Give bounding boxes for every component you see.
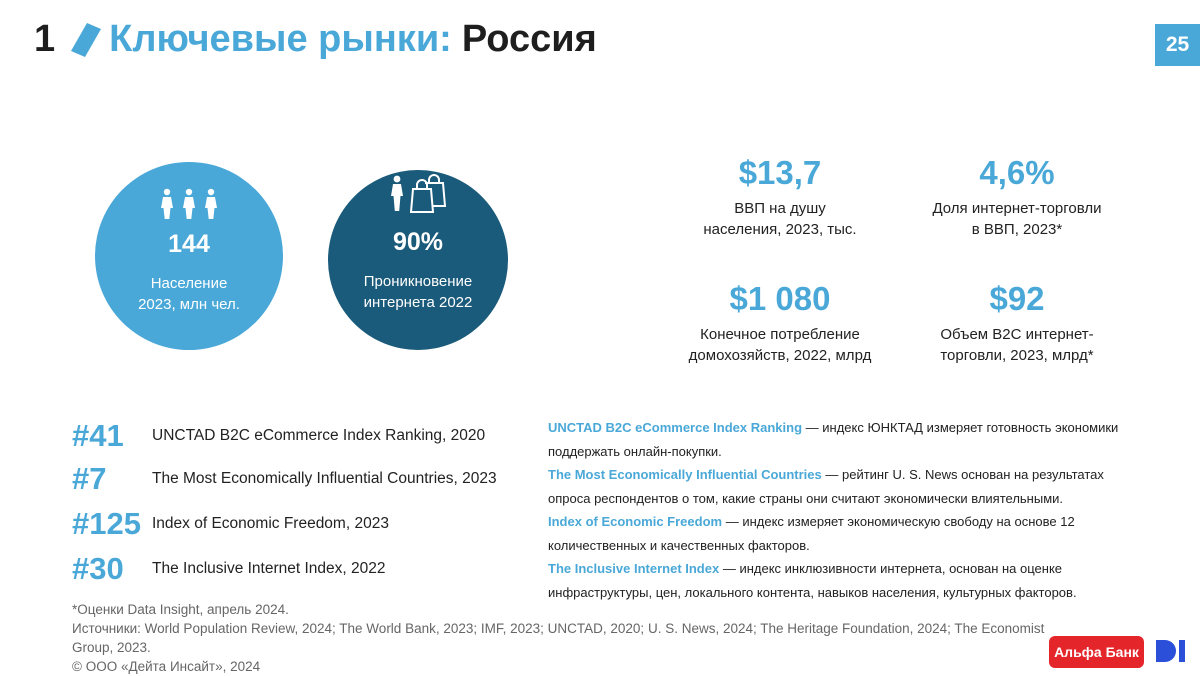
ranking-text: Index of Economic Freedom, 2023 bbox=[152, 515, 389, 532]
stat-description bbox=[670, 324, 890, 366]
population-label-line1: Население bbox=[150, 275, 228, 292]
definition-item bbox=[548, 557, 1138, 604]
stat-household-consumption bbox=[670, 280, 890, 366]
person-shopping-icon bbox=[387, 180, 449, 214]
footnote: *Оценки Data Insight, апрель 2024. bbox=[72, 602, 289, 617]
internet-penetration-circle bbox=[328, 170, 508, 350]
definition-term: Index of Economic Freedom bbox=[548, 514, 723, 529]
section-number: 1 bbox=[34, 18, 56, 60]
internet-penetration-value: 90% bbox=[392, 228, 444, 256]
stat-value: 4,6% bbox=[979, 154, 1055, 191]
ranking-text: UNCTAD B2C eCommerce Index Ranking, 2020 bbox=[152, 427, 486, 444]
stat-value: $92 bbox=[989, 280, 1045, 317]
ranking-influential bbox=[72, 461, 497, 497]
ranking-number: #30 bbox=[72, 551, 124, 586]
footer-notes bbox=[72, 600, 1052, 676]
stat-desc-line2: в ВВП, 2023* bbox=[971, 221, 1063, 238]
definition-item bbox=[548, 510, 1138, 557]
copyright: © ООО «Дейта Инсайт», 2024 bbox=[72, 659, 261, 674]
stat-desc-line2: населения, 2023, тыс. bbox=[703, 221, 857, 238]
population-value: 144 bbox=[168, 230, 210, 258]
stat-value: $1 080 bbox=[729, 280, 831, 317]
page-title bbox=[34, 18, 597, 61]
stat-description bbox=[907, 324, 1127, 366]
stat-value: $13,7 bbox=[738, 154, 822, 191]
ranking-text: The Most Economically Influential Countries, 2023 bbox=[152, 470, 497, 487]
stat-desc-line2: домохозяйств, 2022, млрд bbox=[688, 347, 872, 364]
definition-text: — индекс измеряет экономическую свободу на основе 12 количественных и качественных факторов. bbox=[548, 514, 1075, 553]
title-market: Ключевые рынки: bbox=[109, 18, 452, 60]
stat-description bbox=[907, 198, 1127, 240]
index-definitions bbox=[548, 416, 1138, 604]
stat-desc-line1: ВВП на душу bbox=[734, 200, 826, 217]
data-insight-logo-icon bbox=[1154, 638, 1188, 664]
internet-penetration-label-line1: Проникновение bbox=[363, 273, 473, 290]
people-icon bbox=[158, 186, 220, 220]
internet-penetration-label-line2: интернета 2022 bbox=[363, 294, 473, 311]
stat-b2c-volume bbox=[907, 280, 1127, 366]
sources: Источники: World Population Review, 2024; The World Bank, 2023; IMF, 2023; UNCTAD, 2020; U. S. News, 2024; The Heritage Foundation, 2024; The Economist Group, 2023. bbox=[72, 621, 1045, 655]
stat-desc-line2: торговли, 2023, млрд* bbox=[940, 347, 1094, 364]
ranking-number: #7 bbox=[72, 461, 107, 496]
stat-desc-line1: Конечное потребление bbox=[700, 326, 860, 343]
definition-term: The Inclusive Internet Index bbox=[548, 561, 720, 576]
ranking-economic-freedom bbox=[72, 506, 389, 542]
population-circle bbox=[95, 162, 283, 350]
ranking-unctad bbox=[72, 418, 485, 454]
ranking-number: #41 bbox=[72, 418, 124, 453]
alfa-bank-logo: Альфа Банк bbox=[1049, 636, 1144, 668]
definition-text: — индекс ЮНКТАД измеряет готовность экономики поддержать онлайн-покупки. bbox=[548, 420, 1119, 459]
stat-desc-line1: Объем B2C интернет- bbox=[940, 326, 1094, 343]
stat-ecommerce-share bbox=[907, 154, 1127, 240]
stat-gdp-per-capita bbox=[670, 154, 890, 240]
definition-text: — рейтинг U. S. News основан на результатах опроса респондентов о том, какие страны они считают экономически влиятельными. bbox=[548, 467, 1104, 506]
page-number: 25 bbox=[1155, 24, 1200, 66]
definition-item bbox=[548, 416, 1138, 463]
slash-mark-icon bbox=[69, 21, 103, 59]
stat-description bbox=[670, 198, 890, 240]
definition-text: — индекс инклюзивности интернета, основан на оценке инфраструктуры, цен, локального контента, навыков населения, культурных факторов. bbox=[548, 561, 1077, 600]
definition-item bbox=[548, 463, 1138, 510]
definition-term: The Most Economically Influential Countries bbox=[548, 467, 822, 482]
stat-desc-line1: Доля интернет-торговли bbox=[932, 200, 1102, 217]
population-label-line2: 2023, млн чел. bbox=[138, 296, 240, 313]
definition-term: UNCTAD B2C eCommerce Index Ranking bbox=[548, 420, 803, 435]
ranking-inclusive-internet bbox=[72, 551, 386, 587]
title-country: Россия bbox=[461, 18, 597, 60]
ranking-number: #125 bbox=[72, 506, 141, 541]
internet-penetration-label bbox=[364, 271, 473, 313]
ranking-text: The Inclusive Internet Index, 2022 bbox=[152, 560, 386, 577]
population-label bbox=[138, 273, 240, 315]
